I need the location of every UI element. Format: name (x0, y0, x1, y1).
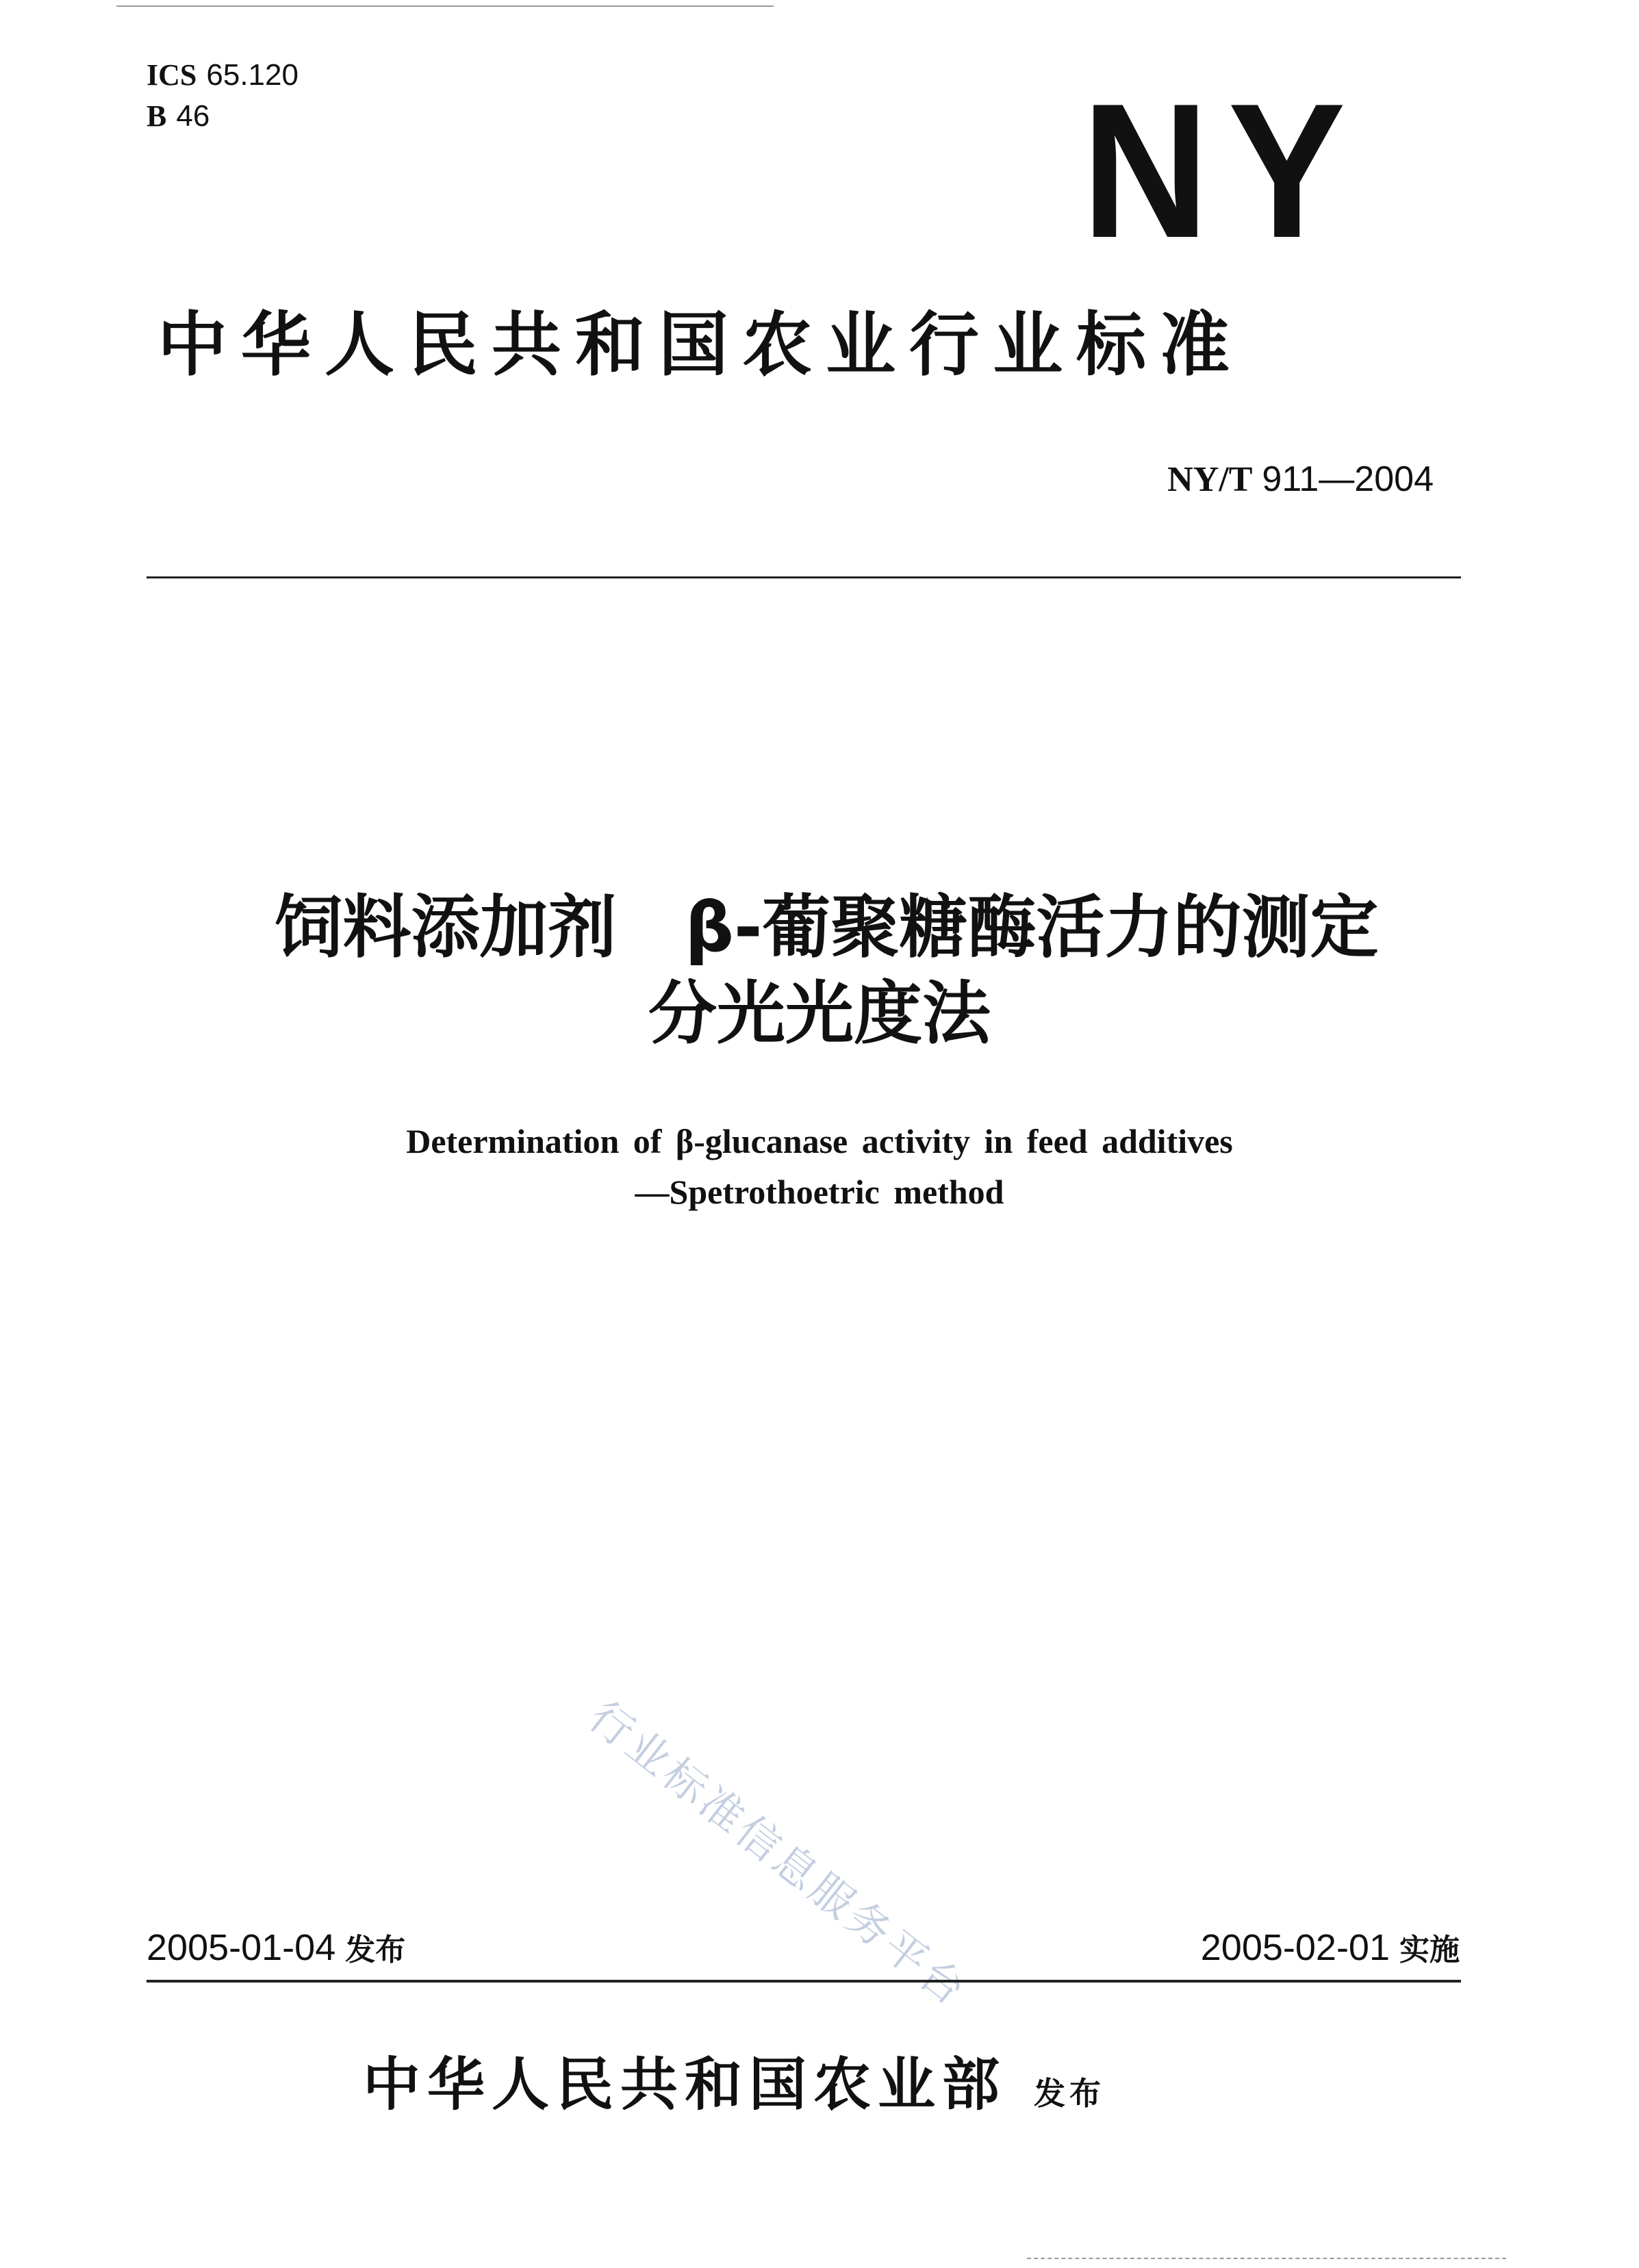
bottom-scan-rule (1027, 2258, 1506, 2259)
ny-logo: NY (1082, 64, 1365, 278)
title-en-line1: Determination of β-glucanase activity in feed additives (406, 1122, 1233, 1160)
ccs-code (147, 96, 298, 137)
watermark: 行业标准信息服务平台 (580, 1691, 978, 2017)
ics-code (147, 55, 298, 96)
issue-date-suffix: 发布 (345, 1933, 406, 1967)
standard-number-value: 911—2004 (1262, 459, 1434, 499)
title-zh-line1: 饲料添加剂 β-葡聚糖酶活力的测定 (274, 887, 1379, 967)
issuer-suffix: 发布 (1034, 2075, 1106, 2112)
issue-date (147, 1924, 405, 1974)
footer-divider (147, 1980, 1461, 1983)
issuing-authority (363, 2047, 1105, 2131)
standard-number-prefix: NY/T (1167, 460, 1253, 499)
header-divider (147, 576, 1461, 578)
top-scan-rule (116, 5, 774, 7)
issue-date-value: 2005-01-04 (147, 1927, 336, 1968)
implementation-date-value: 2005-02-01 (1200, 1927, 1390, 1968)
title-en-line2: —Spetrothoetric method (635, 1173, 1004, 1211)
standard-number (1167, 455, 1434, 504)
title-zh-line2: 分光光度法 (648, 973, 991, 1054)
ccs-label: B (147, 99, 167, 133)
implementation-date (1201, 1924, 1460, 1974)
classification-codes (147, 55, 298, 137)
ccs-value: 46 (176, 99, 210, 133)
ics-label: ICS (147, 58, 197, 92)
standard-category-title: 中华人民共和国农业行业标准 (157, 305, 1243, 386)
ics-value: 65.120 (206, 58, 298, 92)
implementation-date-suffix: 实施 (1399, 1933, 1460, 1967)
issuer-name: 中华人民共和国农业部 (363, 2050, 1007, 2118)
